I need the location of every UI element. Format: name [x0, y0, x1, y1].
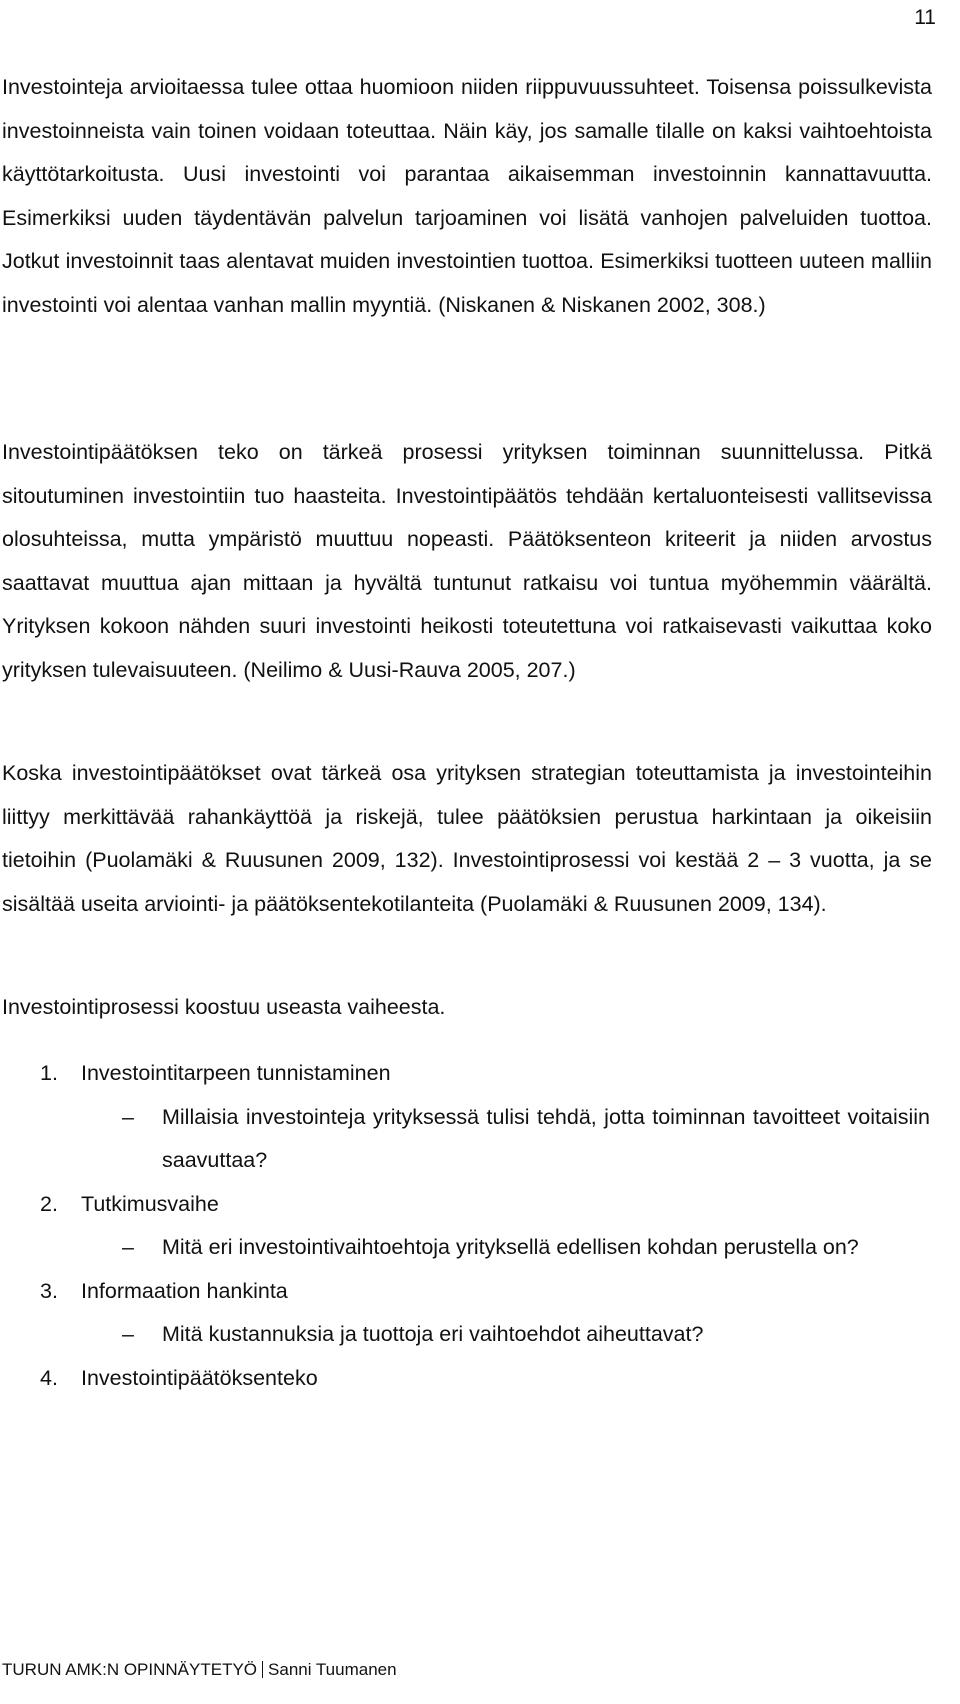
list-item: [0, 1183, 930, 1270]
dash-bullet: –: [122, 1322, 134, 1346]
list-number: 1.: [40, 1061, 58, 1085]
page-footer: [2, 1660, 397, 1680]
list-number: 4.: [40, 1365, 58, 1390]
sub-item: [0, 1313, 930, 1357]
list-number: 2.: [40, 1191, 58, 1216]
footer-author: Sanni Tuumanen: [268, 1660, 397, 1679]
paragraph-decision-process: Investointipäätöksen teko on tärkeä prosessi yrityksen toiminnan suunnittelussa. Pitkä sitoutuminen investointiin tuo haasteita. Investointipäätös tehdään kertaluonteisesti vallitsevissa olosuhteissa, mutta ympäristö muuttuu nopeasti. Päätöksenteon kriteerit ja niiden arvostus saattavat muuttua ajan mittaan ja hyvältä tuntunut ratkaisu voi tuntua myöhemmin väärältä. Yrityksen kokoon nähden suuri investointi heikosti toteutettuna voi ratkaisevasti vaikuttaa koko yrityksen tulevaisuuteen. (Neilimo & Uusi-Rauva 2005, 207.): [2, 440, 932, 682]
page-number: 11: [914, 6, 936, 29]
list-item-label: Informaation hankinta: [81, 1278, 288, 1303]
sub-item-text: Millaisia investointeja yrityksessä tulisi tehdä, jotta toiminnan tavoitteet voitaisiin saavuttaa?: [162, 1104, 930, 1172]
paragraph-interdependence: Investointeja arvioitaessa tulee ottaa huomioon niiden riippuvuussuhteet. Toisensa poissulkevista investoinneista vain toinen voidaan toteuttaa. Näin käy, jos samalle tilalle on kaksi vaihtoehtoista käyttötarkoitusta. Uusi investointi voi parantaa aikaisemman investoinnin kannattavuutta. Esimerkiksi uuden täydentävän palvelun tarjoaminen voi lisätä vanhojen palveluiden tuottoa. Jotkut investoinnit taas alentavat muiden investointien tuottoa. Esimerkiksi tuotteen uuteen malliin investointi voi alentaa vanhan mallin myyntiä. (Niskanen & Niskanen 2002, 308.): [2, 75, 932, 317]
paragraph-strategy: Koska investointipäätökset ovat tärkeä osa yrityksen strategian toteuttamista ja investointeihin liittyy merkittävää rahankäyttöä ja riskejä, tulee päätöksien perustua harkintaan ja oikeisiin tietoihin (Puolamäki & Ruusunen 2009, 132). Investointiprosessi voi kestää 2 – 3 vuotta, ja se sisältää useita arviointi- ja päätöksentekotilanteita (Puolamäki & Ruusunen 2009, 134).: [2, 761, 932, 916]
sub-item: [0, 1226, 930, 1270]
footer-institution: TURUN AMK:N OPINNÄYTETYÖ: [2, 1660, 258, 1679]
paragraph-phases-intro: Investointiprosessi koostuu useasta vaiheesta.: [2, 995, 446, 1019]
list-number: 3.: [40, 1278, 58, 1303]
footer-separator: [262, 1661, 263, 1678]
phase-list: [0, 1052, 930, 1400]
dash-bullet: –: [122, 1235, 134, 1259]
list-item-label: Investointipäätöksenteko: [81, 1365, 318, 1390]
list-item: [0, 1270, 930, 1357]
list-item-label: Tutkimusvaihe: [81, 1191, 219, 1216]
list-item: [0, 1052, 930, 1183]
sub-item: [0, 1096, 930, 1183]
sub-item-text: Mitä kustannuksia ja tuottoja eri vaihtoehdot aiheuttavat?: [162, 1322, 704, 1346]
sub-item-text: Mitä eri investointivaihtoehtoja yrityksellä edellisen kohdan perustella on?: [162, 1235, 859, 1259]
list-item-label: Investointitarpeen tunnistaminen: [81, 1061, 391, 1085]
dash-bullet: –: [122, 1104, 134, 1129]
list-item: [0, 1357, 930, 1401]
